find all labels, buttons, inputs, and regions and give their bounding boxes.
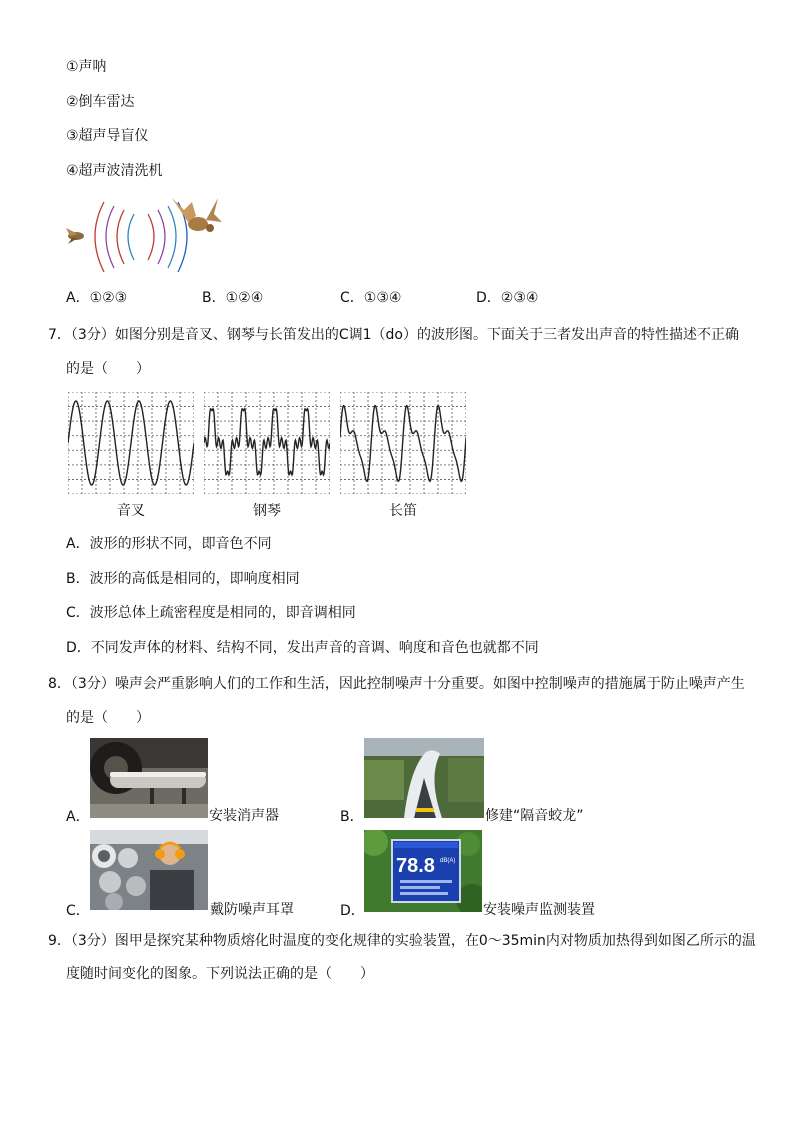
bat-echolocation-image <box>64 192 224 276</box>
question-9-text-cont: 度随时间变化的图象。下列说法正确的是（ ） <box>66 966 374 982</box>
list-item-reversing-radar: ②倒车雷达 <box>66 94 135 110</box>
question-9-text: 9．（3分）图甲是探究某种物质熔化时温度的变化规律的实验装置，在0～35min内对物质加热得到如图乙所示的温 <box>48 933 756 949</box>
q7-option-a[interactable]: A．波形的形状不同，即音色不同 <box>66 536 272 552</box>
q7-option-d[interactable]: D．不同发声体的材料、结构不同，发出声音的音调、响度和音色也就都不同 <box>66 640 539 656</box>
piano-trace <box>204 409 330 475</box>
list-item-ultrasonic-guide: ③超声导盲仪 <box>66 128 149 144</box>
q8-option-a-text[interactable]: 安装消声器 <box>209 808 279 824</box>
waveform-label-tuning-fork: 音叉 <box>117 503 145 519</box>
moth-icon <box>66 228 84 244</box>
option-a[interactable]: A．①②③ <box>66 290 128 306</box>
question-7-text: 7．（3分）如图分别是音叉、钢琴与长笛发出的C调1（do）的波形图。下面关于三者发出声音的特性描述不正确 <box>48 327 739 343</box>
option-c[interactable]: C．①③④ <box>340 290 402 306</box>
tuning-fork-trace <box>68 401 194 485</box>
option-d[interactable]: D．②③④ <box>476 290 539 306</box>
sound-barrier-photo <box>364 738 484 818</box>
noise-monitor-photo <box>364 830 482 912</box>
q7-option-c[interactable]: C．波形总体上疏密程度是相同的，即音调相同 <box>66 605 356 621</box>
waveform-piano <box>204 392 330 494</box>
muffler-photo <box>90 738 208 818</box>
q8-option-c-letter[interactable]: C． <box>66 903 90 919</box>
question-7-text-cont: 的是（ ） <box>66 361 150 377</box>
list-item-sonar: ①声呐 <box>66 59 107 75</box>
q8-option-c-text[interactable]: 戴防噪声耳罩 <box>210 902 294 918</box>
waveform-tuning-fork <box>68 392 194 494</box>
q8-option-d-text[interactable]: 安装噪声监测装置 <box>483 902 595 918</box>
waveform-label-piano: 钢琴 <box>253 503 281 519</box>
waveform-flute <box>340 392 466 494</box>
bat-icon <box>172 198 222 232</box>
option-b[interactable]: B．①②④ <box>202 290 264 306</box>
question-8-text-cont: 的是（ ） <box>66 710 150 726</box>
monitor-unit: dB(A) <box>440 858 456 864</box>
flute-trace <box>340 406 466 482</box>
q7-option-b[interactable]: B．波形的高低是相同的，即响度相同 <box>66 571 300 587</box>
monitor-reading: 78.8 <box>396 855 435 877</box>
question-8-text: 8．（3分）噪声会严重影响人们的工作和生活，因此控制噪声十分重要。如图中控制噪声的措施属于防止噪声产生 <box>48 676 745 692</box>
earmuff-worker-photo <box>90 830 208 910</box>
q8-option-b-letter[interactable]: B． <box>340 809 364 825</box>
waveform-label-flute: 长笛 <box>389 503 417 519</box>
q8-option-b-text[interactable]: 修建“隔音蛟龙” <box>485 808 584 824</box>
q8-option-a-letter[interactable]: A． <box>66 809 90 825</box>
q8-option-d-letter[interactable]: D． <box>340 903 365 919</box>
list-item-ultrasonic-cleaner: ④超声波清洗机 <box>66 163 163 179</box>
